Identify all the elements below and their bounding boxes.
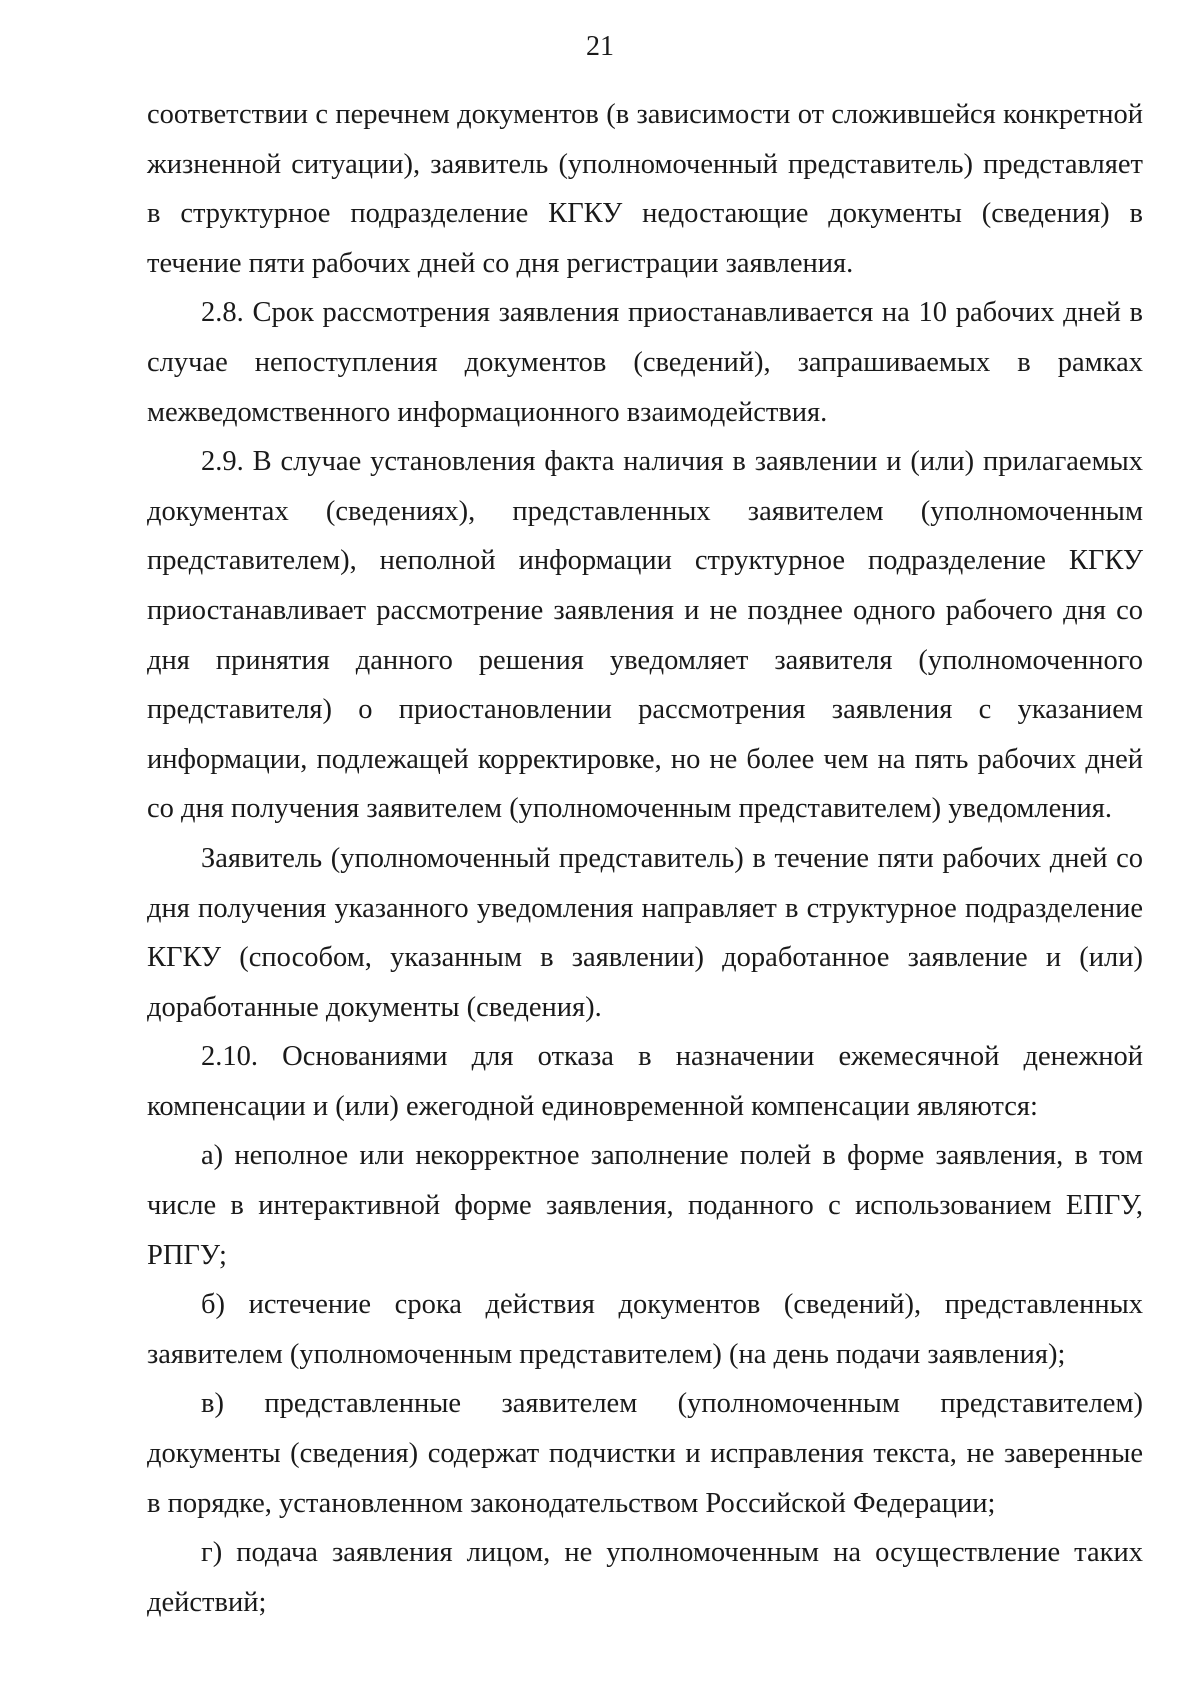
list-item-g: г) подача заявления лицом, не уполномоченным на осуществление таких действий; xyxy=(147,1537,1143,1618)
list-item-b: б) истечение срока действия документов (сведений), представленных заявителем (уполномоченным представителем) (на день подачи заявления); xyxy=(147,1289,1143,1370)
list-item-a: а) неполное или некорректное заполнение полей в форме заявления, в том числе в интерактивной форме заявления, поданного с использованием ЕПГУ, РПГУ; xyxy=(147,1140,1143,1271)
list-item-v: в) представленные заявителем (уполномоченным представителем) документы (сведения) содержат подчистки и исправления текста, не заверенные в порядке, установленном законодательством Российской Федерации; xyxy=(147,1388,1143,1519)
paragraph-2-8: 2.8. Срок рассмотрения заявления приостанавливается на 10 рабочих дней в случае непоступления документов (сведений), запрашиваемых в рамках межведомственного информационного взаимодействия. xyxy=(147,297,1143,428)
paragraph-applicant-response: Заявитель (уполномоченный представитель) в течение пяти рабочих дней со дня получения указанного уведомления направляет в структурное подразделение КГКУ (способом, указанным в заявлении) доработанное заявление и (или) доработанные документы (сведения). xyxy=(147,842,1143,1023)
paragraph-continuation: соответствии с перечнем документов (в зависимости от сложившейся конкретной жизненной ситуации), заявитель (уполномоченный представитель) представляет в структурное подразделение КГКУ недостающие документы (сведения) в течение пяти рабочих дней со дня регистрации заявления. xyxy=(147,99,1143,279)
paragraph-2-9: 2.9. В случае установления факта наличия в заявлении и (или) прилагаемых документах (сведениях), представленных заявителем (уполномоченным представителем), неполной информации структурное подразделение КГКУ приостанавливает рассмотрение заявления и не позднее одного рабочего дня со дня принятия данного решения уведомляет заявителя (уполномоченного представителя) о приостановлении рассмотрения заявления с указанием информации, подлежащей корректировке, но не более чем на пять рабочих дней со дня получения заявителем (уполномоченным представителем) уведомления. xyxy=(147,446,1143,825)
page-number: 21 xyxy=(586,31,614,62)
document-body xyxy=(147,90,1143,1627)
paragraph-2-10: 2.10. Основаниями для отказа в назначении ежемесячной денежной компенсации и (или) ежегодной единовременной компенсации являются: xyxy=(147,1041,1143,1122)
